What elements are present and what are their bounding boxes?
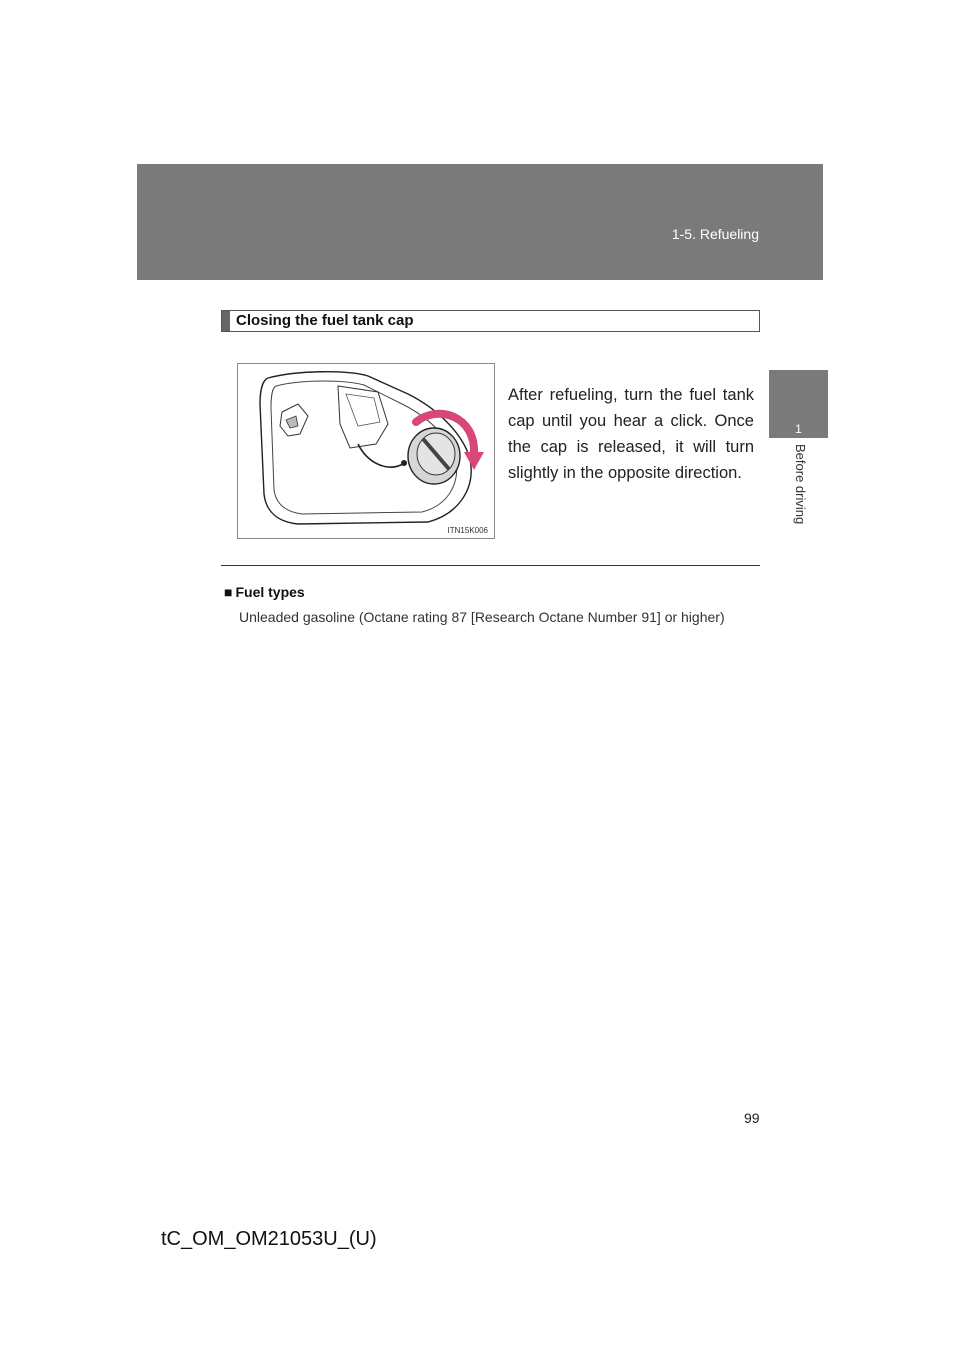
fuel-cap-illustration xyxy=(237,363,495,539)
note-title: Fuel types xyxy=(235,584,305,600)
note-heading xyxy=(224,584,305,600)
section-divider xyxy=(221,565,760,566)
chapter-tab[interactable] xyxy=(769,370,828,438)
chapter-label: Before driving xyxy=(793,444,808,525)
subsection-heading xyxy=(221,310,760,332)
document-code: tC_OM_OM21053U_(U) xyxy=(161,1228,377,1250)
page-number: 99 xyxy=(744,1110,760,1126)
heading-bar xyxy=(222,311,230,331)
square-bullet-icon: ■ xyxy=(224,584,233,600)
section-label: 1-5. Refueling xyxy=(671,226,759,242)
subsection-title: Closing the fuel tank cap xyxy=(236,312,414,329)
header-band xyxy=(137,164,823,280)
figure-code: ITN15K006 xyxy=(447,526,488,535)
instruction-text: After refueling, turn the fuel tank cap until you hear a click. Once the cap is released, it will turn slightly in the opposite direction. xyxy=(508,386,754,482)
fuel-door-drawing xyxy=(238,364,494,538)
chapter-number: 1 xyxy=(795,422,802,436)
note-body: Unleaded gasoline (Octane rating 87 [Research Octane Number 91] or higher) xyxy=(239,609,725,625)
